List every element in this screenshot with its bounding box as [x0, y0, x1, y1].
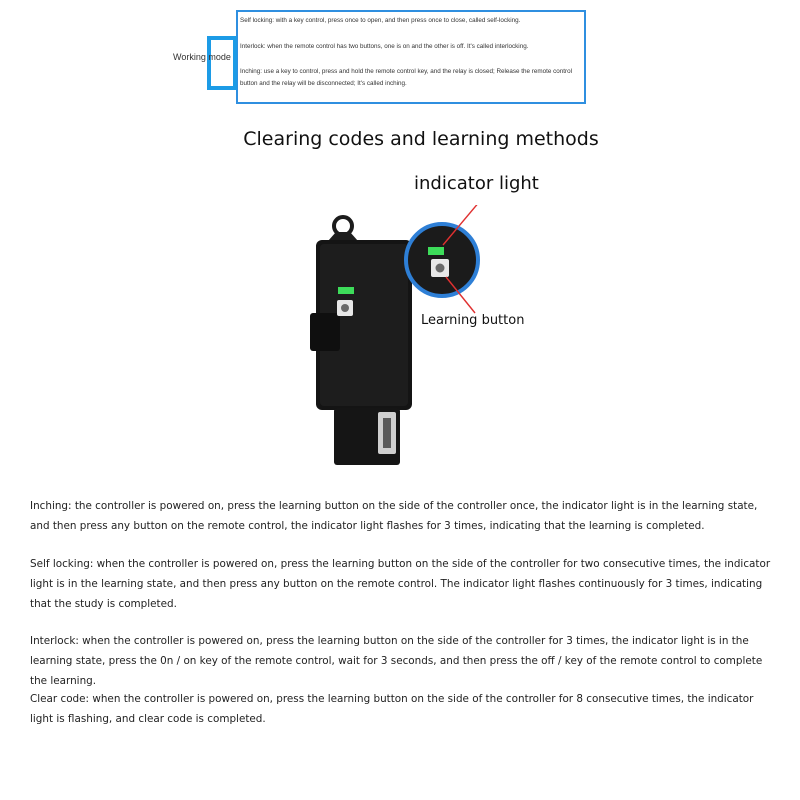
- page-title: Clearing codes and learning methods: [243, 128, 599, 150]
- learning-button-center: [341, 304, 349, 312]
- callout-indicator-light-icon: [428, 247, 444, 255]
- working-mode-inching: Inching: use a key to control, press and hold the remote control key, and the relay is closed; Release the remote control button and the relay will be disconnected; It's called inching.: [240, 68, 573, 87]
- indicator-light-label: indicator light: [414, 173, 539, 194]
- keyring-neck: [328, 232, 358, 241]
- instruction-inching: Inching: the controller is powered on, press the learning button on the side of the controller once, the indicator light is in the learning state, and then press any button on the remote control, the indicator light flashes for 3 times, indicating that the learning is completed.: [30, 500, 758, 532]
- terminal-slot: [383, 418, 391, 448]
- instruction-self-locking: Self locking: when the controller is powered on, press the learning button on the side of the controller for two consecutive times, the indicator light is in the learning state, and then press any button on the remote control. The indicator light flashes continuously for 3 times, indicating that the study is completed.: [30, 558, 771, 610]
- working-mode-self-locking: Self locking: with a key control, press once to open, and then press once to close, called self-locking.: [240, 17, 521, 24]
- indicator-light-icon: [338, 287, 354, 294]
- learning-button-label: Learning button: [421, 313, 525, 328]
- callout-learning-button-center: [436, 264, 445, 273]
- working-mode-tab-marker: [207, 36, 237, 90]
- working-mode-label: Working mode: [173, 52, 231, 62]
- instruction-interlock: Interlock: when the controller is powered on, press the learning button on the side of the controller for 3 times, the indicator light is in the learning state, press the 0n / on key of the remote control, wait for 3 seconds, and then press the off / key of the remote control to complete the learning.: [30, 635, 763, 687]
- controller-device-illustration: [300, 205, 500, 475]
- instruction-clear-code: Clear code: when the controller is powered on, press the learning button on the side of the controller for 8 consecutive times, the indicator light is flashing, and clear code is completed.: [30, 693, 754, 725]
- side-clip: [310, 313, 340, 351]
- working-mode-interlock: Interlock: when the remote control has two buttons, one is on and the other is off. It's called interlocking.: [240, 43, 529, 50]
